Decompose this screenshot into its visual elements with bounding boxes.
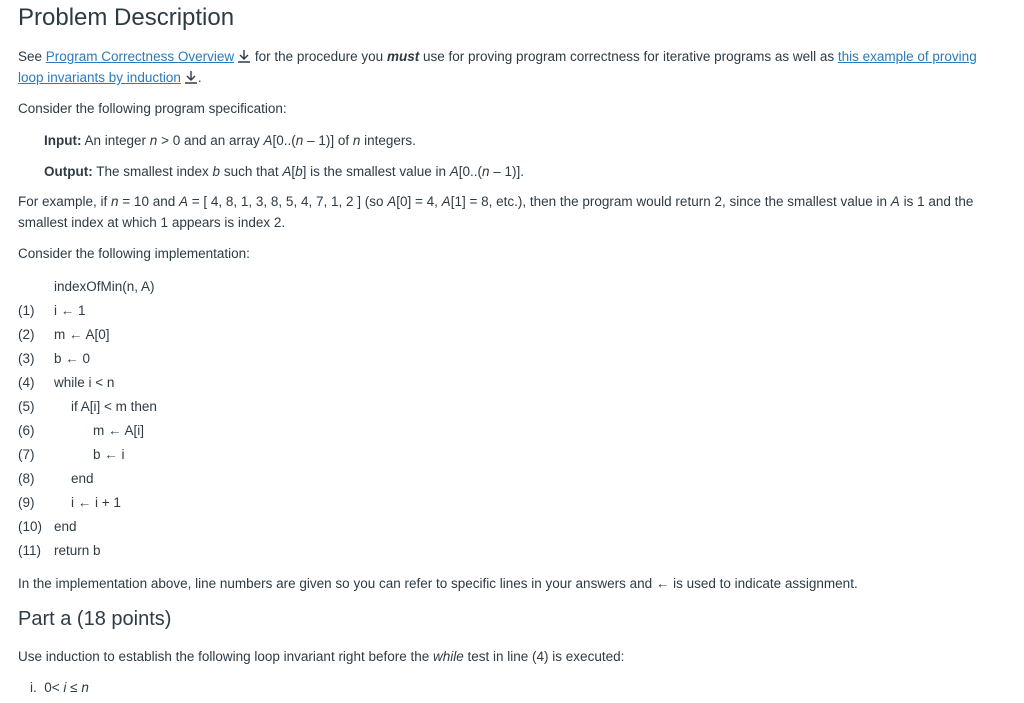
input-spec <box>44 130 1019 151</box>
page-title: Problem Description <box>18 4 235 31</box>
code-statement: return b <box>54 543 101 558</box>
spec-text: The smallest index <box>92 164 213 179</box>
example-text: is 1 and the smallest index at which 1 appears is index 2. <box>18 194 974 230</box>
intro-text: for the procedure you <box>251 49 387 64</box>
var-A: A <box>263 133 273 148</box>
spec-text: [ <box>291 164 296 179</box>
spec-text: [0..( <box>458 164 483 179</box>
function-signature: indexOfMin(n, A) <box>54 279 155 294</box>
var-A: A <box>441 194 451 209</box>
spec-text: An integer <box>81 133 150 148</box>
output-spec <box>44 161 1019 182</box>
output-label: Output: <box>44 164 93 179</box>
var-n: n <box>149 133 158 148</box>
code-statement: if A[i] < m then <box>71 399 157 414</box>
example-text: = 10 and <box>118 194 179 209</box>
code-statement: m ← A[i] <box>93 423 145 438</box>
var-n: n <box>295 133 304 148</box>
part-a-text: Use induction to establish the following loop invariant right before the <box>18 649 433 664</box>
download-icon[interactable] <box>237 49 251 63</box>
spec-intro: Consider the following program specification: <box>18 101 287 116</box>
line-number: (10) <box>18 519 43 534</box>
induction-example-link[interactable]: this example of proving loop invariants by induction <box>18 49 977 85</box>
line-number: (11) <box>18 543 42 558</box>
code-statement: m ← A[0] <box>54 327 110 342</box>
code-statement: end <box>71 471 94 486</box>
spec-text: – 1)]. <box>489 164 525 179</box>
var-b: b <box>295 164 303 179</box>
intro-text: use for proving program correctness for iterative programs as well as <box>419 49 838 64</box>
part-a-heading: Part a (18 points) <box>18 608 172 630</box>
var-b: b <box>212 164 221 179</box>
example-text: [0] = 4, <box>396 194 442 209</box>
invariant-text: ≤ <box>66 680 82 695</box>
spec-text: – 1)] of <box>303 133 353 148</box>
part-a-paragraph <box>18 646 993 667</box>
spec-text: > 0 and an array <box>157 133 264 148</box>
code-statement: i ← 1 <box>54 303 86 318</box>
line-number: (6) <box>18 423 35 438</box>
var-n: n <box>111 194 119 209</box>
impl-note: In the implementation above, line numbers are given so you can refer to specific lines in your answers and ← is used to indicate assignment. <box>18 576 858 591</box>
impl-intro: Consider the following implementation: <box>18 246 250 261</box>
intro-text: See <box>18 49 46 64</box>
var-n: n <box>482 164 490 179</box>
spec-text: such that <box>220 164 283 179</box>
line-number: (1) <box>18 303 35 318</box>
program-correctness-link[interactable]: Program Correctness Overview <box>45 49 235 64</box>
input-label: Input: <box>44 133 82 148</box>
must-emphasis: must <box>386 49 420 64</box>
line-number: (9) <box>18 495 35 510</box>
code-statement: while i < n <box>54 375 115 390</box>
invariant-item-i <box>30 677 1005 698</box>
spec-text: integers. <box>360 133 416 148</box>
list-marker: i. <box>30 680 37 695</box>
code-statement: b ← 0 <box>54 351 91 366</box>
line-number: (3) <box>18 351 35 366</box>
example-text: For example, if <box>18 194 112 209</box>
code-statement: b ← i <box>93 447 125 462</box>
spec-text: [0..( <box>272 133 296 148</box>
code-statement: i ← i + 1 <box>71 495 121 510</box>
var-n: n <box>81 680 89 695</box>
example-paragraph <box>18 191 993 233</box>
intro-paragraph <box>18 46 993 88</box>
var-A: A <box>890 194 900 209</box>
spec-text: ] is the smallest value in <box>302 164 450 179</box>
line-number: (7) <box>18 447 35 462</box>
intro-text: . <box>197 70 202 85</box>
var-n: n <box>352 133 361 148</box>
var-A: A <box>282 164 292 179</box>
var-A: A <box>178 194 188 209</box>
line-number: (5) <box>18 399 35 414</box>
example-text: [1] = 8, etc.), then the program would return 2, since the smallest value in <box>450 194 891 209</box>
while-keyword: while <box>433 649 464 664</box>
code-statement: end <box>54 519 77 534</box>
var-A: A <box>387 194 397 209</box>
download-icon[interactable] <box>184 70 198 84</box>
example-text: = [ 4, 8, 1, 3, 8, 5, 4, 7, 1, 2 ] (so <box>188 194 388 209</box>
line-number: (8) <box>18 471 35 486</box>
line-number: (4) <box>18 375 35 390</box>
part-a-text: test in line (4) is executed: <box>463 649 625 664</box>
var-i: i <box>63 680 67 695</box>
var-A: A <box>449 164 459 179</box>
invariant-text: 0< <box>44 680 64 695</box>
line-number: (2) <box>18 327 35 342</box>
